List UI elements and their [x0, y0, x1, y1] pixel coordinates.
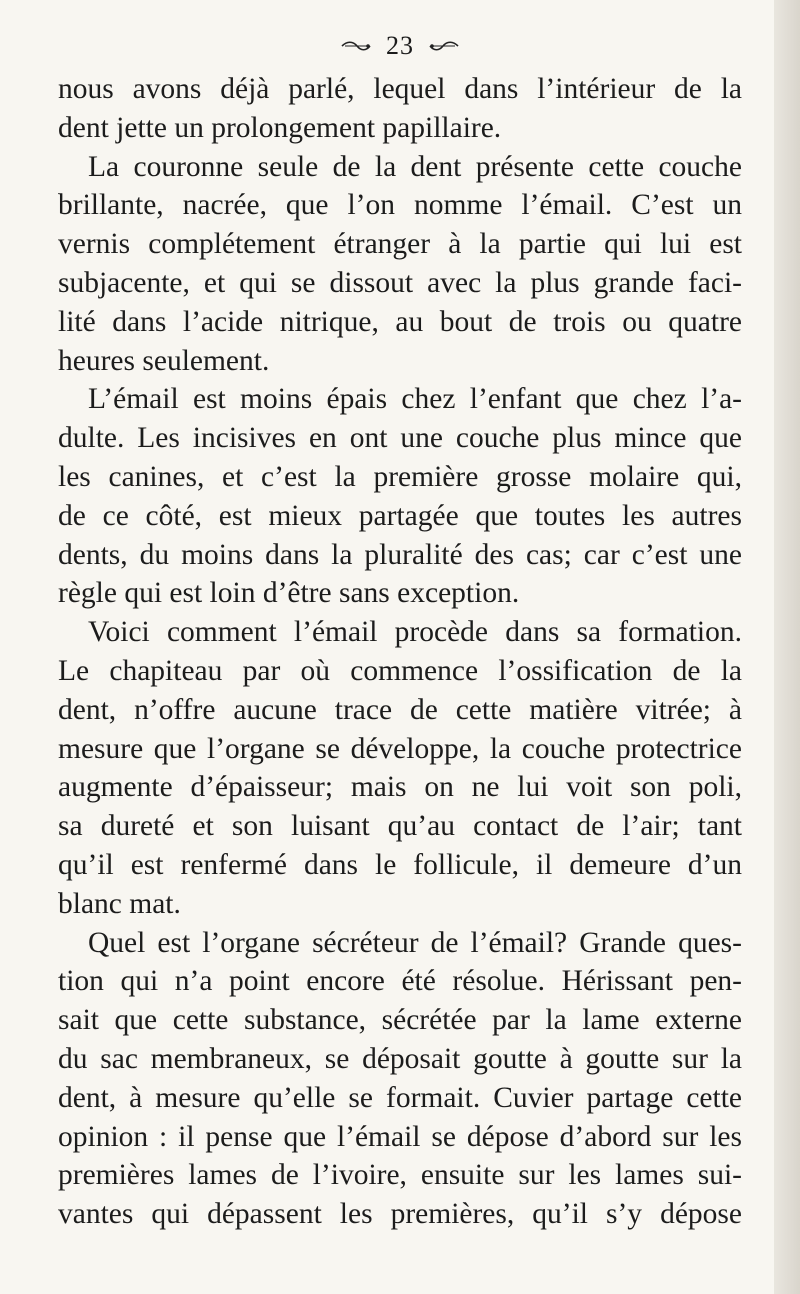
- text-line: Voici comment l’émail procède dans sa formation.: [88, 616, 742, 649]
- text-line: Le chapiteau par où commence l’ossification de la: [58, 654, 742, 687]
- text-line: augmente d’épaisseur; mais on ne lui voit son poli,: [58, 771, 742, 804]
- text-line: L’émail est moins épais chez l’enfant que chez l’a-: [88, 383, 742, 416]
- text-line: nous avons déjà parlé, lequel dans l’intérieur de la: [58, 73, 742, 105]
- text-line: subjacente, et qui se dissout avec la plus grande faci-: [58, 266, 742, 299]
- text-line: dulte. Les incisives en ont une couche plus mince que: [58, 422, 742, 455]
- page-edge-shadow: [774, 0, 800, 1294]
- text-line: les canines, et c’est la première grosse molaire qui,: [58, 460, 742, 493]
- text-line: dent, à mesure qu’elle se formait. Cuvier partage cette: [58, 1081, 742, 1114]
- text-line: vernis complétement étranger à la partie qui lui est: [58, 228, 742, 261]
- text-line: tion qui n’a point encore été résolue. Hérissant pen-: [58, 965, 742, 998]
- text-line: La couronne seule de la dent présente cette couche: [88, 150, 742, 183]
- text-line: dent jette un prolongement papillaire.: [58, 111, 502, 144]
- text-line: du sac membraneux, se déposait goutte à goutte sur la: [58, 1042, 742, 1075]
- text-line: qu’il est renfermé dans le follicule, il demeure d’un: [58, 848, 742, 881]
- text-line: dent, n’offre aucune trace de cette matière vitrée; à: [58, 693, 742, 726]
- text-line: règle qui est loin d’être sans exception.: [58, 577, 520, 610]
- text-line: sa dureté et son luisant qu’au contact de l’air; tant: [58, 810, 742, 843]
- text-line: de ce côté, est mieux partagée que toutes les autres: [58, 499, 742, 532]
- left-ornament-icon: [341, 40, 371, 52]
- text-line: sait que cette substance, sécrétée par la lame externe: [58, 1004, 742, 1037]
- text-line: heures seulement.: [58, 344, 270, 377]
- text-line: blanc mat.: [58, 887, 181, 920]
- text-line: brillante, nacrée, que l’on nomme l’émail. C’est un: [58, 189, 742, 222]
- page-number: 23: [386, 30, 414, 60]
- text-line: vantes qui dépassent les premières, qu’il s’y dépose: [58, 1198, 742, 1231]
- text-line: mesure que l’organe se développe, la couche protectrice: [58, 732, 742, 765]
- body-text: [58, 70, 742, 1234]
- text-line: Quel est l’organe sécréteur de l’émail? Grande ques-: [88, 926, 742, 959]
- page-header: [0, 30, 800, 61]
- text-line: dents, du moins dans la pluralité des cas; car c’est une: [58, 538, 742, 571]
- text-line: lité dans l’acide nitrique, au bout de trois ou quatre: [58, 305, 742, 338]
- text-line: premières lames de l’ivoire, ensuite sur les lames sui-: [58, 1159, 742, 1192]
- right-ornament-icon: [429, 40, 459, 52]
- text-line: opinion : il pense que l’émail se dépose d’abord sur les: [58, 1120, 742, 1153]
